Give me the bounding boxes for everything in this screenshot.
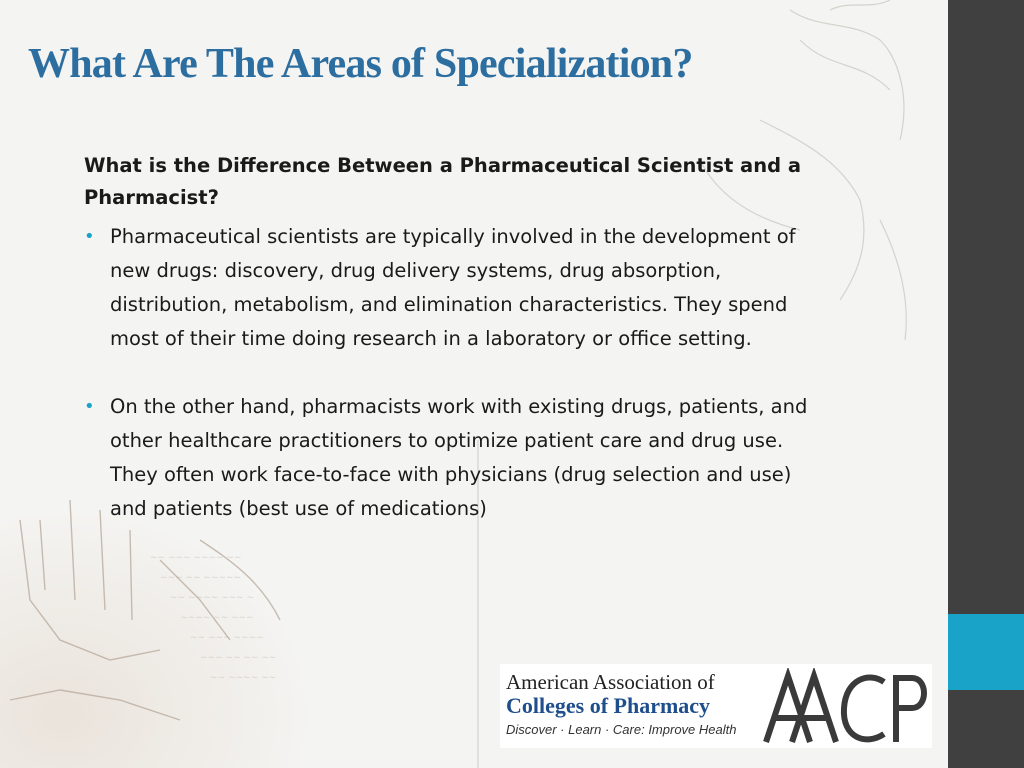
logo-tagline: Discover · Learn · Care: Improve Health bbox=[506, 722, 737, 737]
accent-block bbox=[948, 614, 1024, 690]
svg-text:~~ ~~~ ~~~~: ~~ ~~~ ~~~~ bbox=[190, 633, 264, 643]
svg-text:~~~~ ~~ ~~~: ~~~~ ~~ ~~~ bbox=[180, 613, 254, 623]
list-item bbox=[84, 220, 829, 356]
svg-text:~~ ~~~~ ~~: ~~ ~~~~ ~~ bbox=[210, 673, 277, 683]
bullet-icon: • bbox=[84, 226, 95, 247]
svg-text:~~ ~~~ ~~~~ ~~: ~~ ~~~ ~~~~ ~~ bbox=[150, 553, 242, 563]
subheading: What is the Difference Between a Pharmaceutical Scientist and a Pharmacist? bbox=[84, 154, 801, 209]
logo-line-2: Colleges of Pharmacy bbox=[506, 693, 711, 718]
svg-text:~~~ ~~ ~~~~~: ~~~ ~~ ~~~~~ bbox=[160, 573, 242, 583]
aacp-logo bbox=[500, 664, 932, 748]
bullet-text: Pharmaceutical scientists are typically involved in the development of new drugs: discovery, drug delivery systems, drug absorption, distribution, metabolism, and elimination characteristics. They spend most of their time doing research in a laboratory or office setting. bbox=[110, 225, 796, 350]
list-item bbox=[84, 390, 829, 526]
slide-body bbox=[84, 150, 829, 560]
bullet-icon: • bbox=[84, 396, 95, 417]
svg-text:~~ ~~~~ ~~~ ~: ~~ ~~~~ ~~~ ~ bbox=[170, 593, 254, 603]
slide-title: What Are The Areas of Specialization? bbox=[28, 41, 693, 87]
bullet-text: On the other hand, pharmacists work with existing drugs, patients, and other healthcare practitioners to optimize patient care and drug use. They often work face-to-face with physicians (drug selection and use) and patients (best use of medications) bbox=[110, 395, 808, 520]
svg-text:~~~ ~~ ~~ ~~: ~~~ ~~ ~~ ~~ bbox=[200, 653, 277, 663]
aacp-mark-icon bbox=[762, 668, 930, 748]
logo-line-1: American Association of bbox=[506, 670, 715, 694]
bullet-list bbox=[84, 220, 829, 526]
